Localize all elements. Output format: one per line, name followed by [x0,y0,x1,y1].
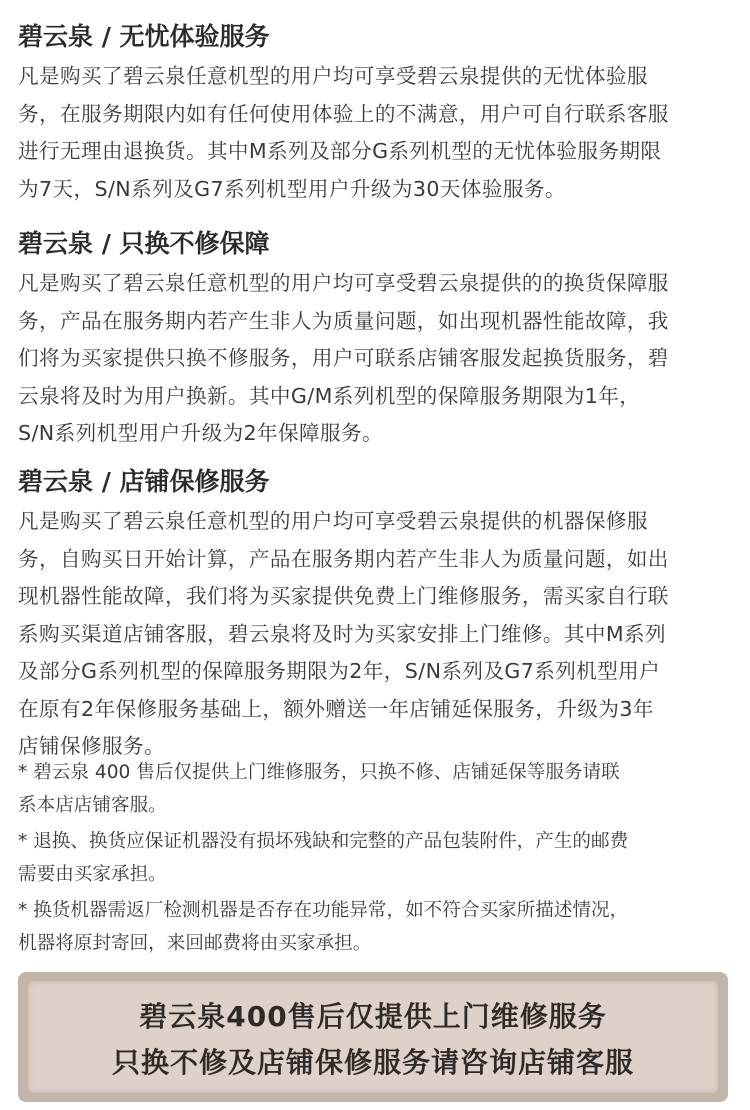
section-store-warranty [18,467,732,766]
banner-line-2: 只换不修及店铺保修服务请咨询店铺客服 [111,1046,634,1079]
footnote [18,756,732,822]
notice-banner-panel [28,981,718,1093]
body-line: 务，产品在服务期内若产生非人为质量问题，如出现机器性能故障，我 [18,308,669,333]
footnote-line: 需要由买家承担。 [18,864,167,885]
body-line: 云泉将及时为用户换新。其中G/M系列机型的保障服务期限为1年， [18,383,641,408]
section-title: 碧云泉 / 无忧体验服务 [18,22,270,51]
body-line: 务，在服务期限内如有任何使用体验上的不满意，用户可自行联系客服 [18,101,669,126]
body-line: 系购买渠道店铺客服，碧云泉将及时为买家安排上门维修。其中M系列 [18,621,666,646]
footnote [18,825,732,891]
footnote-line: 机器将原封寄回，来回邮费将由买家承担。 [18,933,372,954]
body-line: 在原有2年保修服务基础上，额外赠送一年店铺延保服务，升级为3年 [18,696,654,721]
section-body [18,58,732,208]
body-line: 务，自购买日开始计算，产品在服务期内若产生非人为质量问题，如出 [18,546,669,571]
body-line: 店铺保修服务。 [18,734,165,758]
notice-banner [18,972,728,1102]
body-line: 凡是购买了碧云泉任意机型的用户均可享受碧云泉提供的无忧体验服 [18,64,648,88]
section-title: 碧云泉 / 店铺保修服务 [18,467,270,496]
banner-line-1: 碧云泉400售后仅提供上门维修服务 [139,1000,607,1033]
body-line: 进行无理由退换货。其中M系列及部分G系列机型的无忧体验服务期限 [18,139,662,163]
footnote-line: * 退换、换货应保证机器没有损坏残缺和完整的产品包装附件，产生的邮费 [18,831,629,852]
body-line: 凡是购买了碧云泉任意机型的用户均可享受碧云泉提供的机器保修服 [18,509,648,533]
section-body [18,503,732,766]
body-line: 现机器性能故障，我们将为买家提供免费上门维修服务，需买家自行联 [18,584,669,608]
footnote-line: 系本店店铺客服。 [18,795,167,816]
footnote-line: * 换货机器需返厂检测机器是否存在功能异常，如不符合买家所描述情况， [18,900,629,921]
section-title: 碧云泉 / 只换不修保障 [18,229,270,258]
body-line: 及部分G系列机型的保障服务期限为2年，S/N系列及G7系列机型用户 [18,659,661,683]
body-line: 们将为买家提供只换不修服务，用户可联系店铺客服发起换货服务，碧 [18,346,669,370]
footnotes [18,756,732,963]
body-line: 为7天，S/N系列及G7系列机型用户升级为30天体验服务。 [18,176,566,201]
section-replace-not-repair [18,229,732,453]
footnote [18,894,732,960]
body-line: S/N系列机型用户升级为2年保障服务。 [18,421,384,445]
body-line: 凡是购买了碧云泉任意机型的用户均可享受碧云泉提供的的换货保障服 [18,271,669,295]
section-worry-free-experience [18,22,732,208]
footnote-line: * 碧云泉 400 售后仅提供上门维修服务，只换不修、店铺延保等服务请联 [18,762,620,783]
section-body [18,265,732,453]
